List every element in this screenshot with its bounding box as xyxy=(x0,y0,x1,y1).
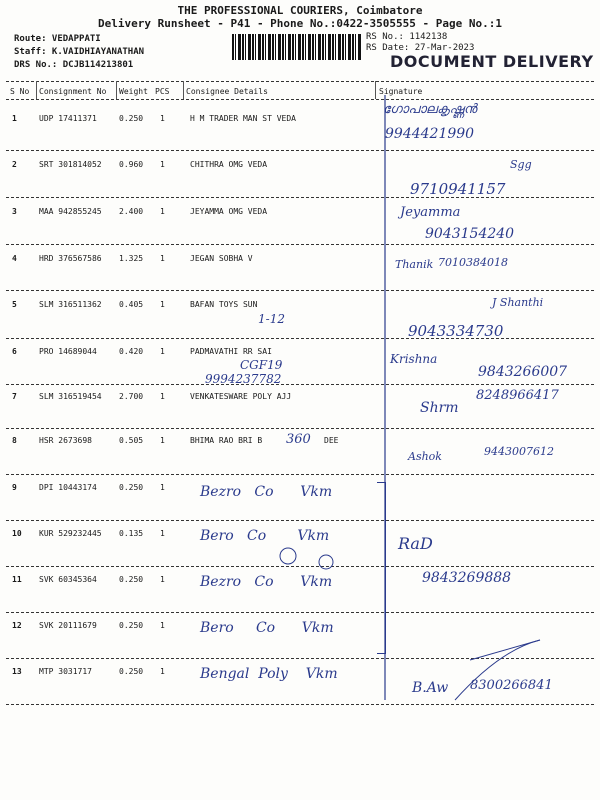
row-weight: 0.250 xyxy=(119,483,144,492)
ink-stroke xyxy=(455,640,540,700)
row-note: CGF19 xyxy=(240,358,283,372)
drs-label: DRS No.: DCJB114213801 xyxy=(14,60,134,70)
row-signature-phone: 9043334730 xyxy=(408,322,504,340)
row-consignment: MAA 942855245 xyxy=(39,207,102,216)
row-consignment: SRT 301814052 xyxy=(39,160,102,169)
row-sno: 10 xyxy=(12,529,22,538)
page-subtitle: Delivery Runsheet - P41 - Phone No.:0422-3505555 - Page No.:1 xyxy=(98,17,502,30)
row-note: Bero Co Vkm xyxy=(200,620,334,636)
row-pcs: 1 xyxy=(160,621,165,630)
row-pcs: 1 xyxy=(160,575,165,584)
row-sno: 8 xyxy=(12,436,17,445)
row-weight: 1.325 xyxy=(119,254,144,263)
row-signature: Sgg xyxy=(510,158,532,171)
row-note: 360 xyxy=(286,432,311,447)
row-consignment: SLM 316519454 xyxy=(39,392,102,401)
col-header-pcs: PCS xyxy=(155,87,170,96)
row-sno: 1 xyxy=(12,114,17,123)
row-consignee: JEGAN SOBHA V xyxy=(190,254,253,263)
row-signature: ഗോപാലകൃഷ്ണൻ xyxy=(383,102,477,117)
row-sno: 6 xyxy=(12,347,17,356)
row-pcs: 1 xyxy=(160,347,165,356)
row-pcs: 1 xyxy=(160,667,165,676)
row-note: 1-12 xyxy=(258,312,285,326)
row-consignee-tail: DEE xyxy=(324,436,339,445)
row-consignee: BHIMA RAO BRI B xyxy=(190,436,263,445)
page-title: THE PROFESSIONAL COURIERS, Coimbatore xyxy=(177,4,423,17)
row-sno: 2 xyxy=(12,160,17,169)
col-header-consignee: Consignee Details xyxy=(186,87,268,96)
row-consignee: VENKATESWARE POLY AJJ xyxy=(190,392,292,401)
row-sno: 9 xyxy=(12,483,17,492)
col-header-signature: Signature xyxy=(379,87,423,96)
col-header-sno: S No xyxy=(10,87,30,96)
row-consignment: UDP 17411371 xyxy=(39,114,97,123)
row-pcs: 1 xyxy=(160,114,165,123)
row-pcs: 1 xyxy=(160,300,165,309)
row-consignee: BAFAN TOYS SUN xyxy=(190,300,258,309)
row-consignment: PRO 14689044 xyxy=(39,347,97,356)
row-consignment: SVK 20111679 xyxy=(39,621,97,630)
row-weight: 0.250 xyxy=(119,667,144,676)
row-note: Bengal Poly Vkm xyxy=(200,666,338,682)
col-header-weight: Weight xyxy=(119,87,148,96)
row-weight: 0.505 xyxy=(119,436,144,445)
row-signature-phone: 9043154240 xyxy=(425,226,515,242)
staff-label: Staff: K.VAIDHIAYANATHAN xyxy=(14,47,145,57)
row-consignment: SVK 60345364 xyxy=(39,575,97,584)
ink-stroke xyxy=(470,640,540,660)
row-sno: 3 xyxy=(12,207,17,216)
row-sno: 5 xyxy=(12,300,17,309)
row-signature: Shrm xyxy=(420,400,459,416)
row-consignee: JEYAMMA OMG VEDA xyxy=(190,207,268,216)
row-weight: 0.250 xyxy=(119,575,144,584)
rs-number: RS No.: 1142138 xyxy=(366,32,448,42)
row-pcs: 1 xyxy=(160,436,165,445)
row-consignee: CHITHRA OMG VEDA xyxy=(190,160,268,169)
row-consignment: DPI 10443174 xyxy=(39,483,97,492)
row-signature: Krishna xyxy=(390,352,438,366)
row-signature: RaD xyxy=(398,534,433,553)
ink-circle xyxy=(319,555,333,569)
row-sno: 11 xyxy=(12,575,22,584)
row-weight: 0.420 xyxy=(119,347,144,356)
row-signature: Thanik xyxy=(395,258,434,271)
row-signature-phone: 8300266841 xyxy=(470,678,553,693)
row-consignment: MTP 3031717 xyxy=(39,667,92,676)
row-note: Bezro Co Vkm xyxy=(200,574,333,590)
row-signature: B.Aw xyxy=(412,680,449,696)
row-weight: 0.250 xyxy=(119,114,144,123)
row-consignment: SLM 316511362 xyxy=(39,300,102,309)
row-signature-phone: 9710941157 xyxy=(410,180,506,198)
document-delivery-stamp: DOCUMENT DELIVERY xyxy=(390,52,594,71)
row-pcs: 1 xyxy=(160,207,165,216)
row-pcs: 1 xyxy=(160,392,165,401)
row-weight: 0.135 xyxy=(119,529,144,538)
row-signature-phone: 7010384018 xyxy=(438,256,508,269)
row-signature-phone: 9843266007 xyxy=(478,364,568,380)
row-sno: 4 xyxy=(12,254,17,263)
row-signature-phone: 9443007612 xyxy=(484,445,554,458)
route-label: Route: VEDAPPATI xyxy=(14,34,101,44)
row-weight: 0.960 xyxy=(119,160,144,169)
row-consignee: H M TRADER MAN ST VEDA xyxy=(190,114,296,123)
row-pcs: 1 xyxy=(160,160,165,169)
row-pcs: 1 xyxy=(160,254,165,263)
row-signature-phone: 9944421990 xyxy=(385,126,475,142)
row-consignment: HSR 2673698 xyxy=(39,436,92,445)
row-note: Bezro Co Vkm xyxy=(200,484,333,500)
row-sno: 12 xyxy=(12,621,22,630)
row-note: Bero Co Vkm xyxy=(200,528,330,544)
row-weight: 2.400 xyxy=(119,207,144,216)
col-header-consignment: Consignment No xyxy=(39,87,107,96)
row-signature: J Shanthi xyxy=(492,296,544,309)
row-consignment: HRD 376567586 xyxy=(39,254,102,263)
row-sno: 13 xyxy=(12,667,22,676)
row-signature: 9843269888 xyxy=(422,570,512,586)
row-weight: 2.700 xyxy=(119,392,144,401)
row-consignee: PADMAVATHI RR SAI xyxy=(190,347,272,356)
row-sno: 7 xyxy=(12,392,17,401)
row-signature-phone: 8248966417 xyxy=(476,388,559,403)
ink-circle xyxy=(280,548,296,564)
row-note-phone: 9994237782 xyxy=(205,372,282,386)
row-signature: Ashok xyxy=(408,450,442,463)
rs-date: RS Date: 27-Mar-2023 xyxy=(366,43,475,53)
row-weight: 0.250 xyxy=(119,621,144,630)
row-pcs: 1 xyxy=(160,483,165,492)
row-pcs: 1 xyxy=(160,529,165,538)
row-consignment: KUR 529232445 xyxy=(39,529,102,538)
row-weight: 0.405 xyxy=(119,300,144,309)
row-signature: Jeyamma xyxy=(400,205,461,220)
